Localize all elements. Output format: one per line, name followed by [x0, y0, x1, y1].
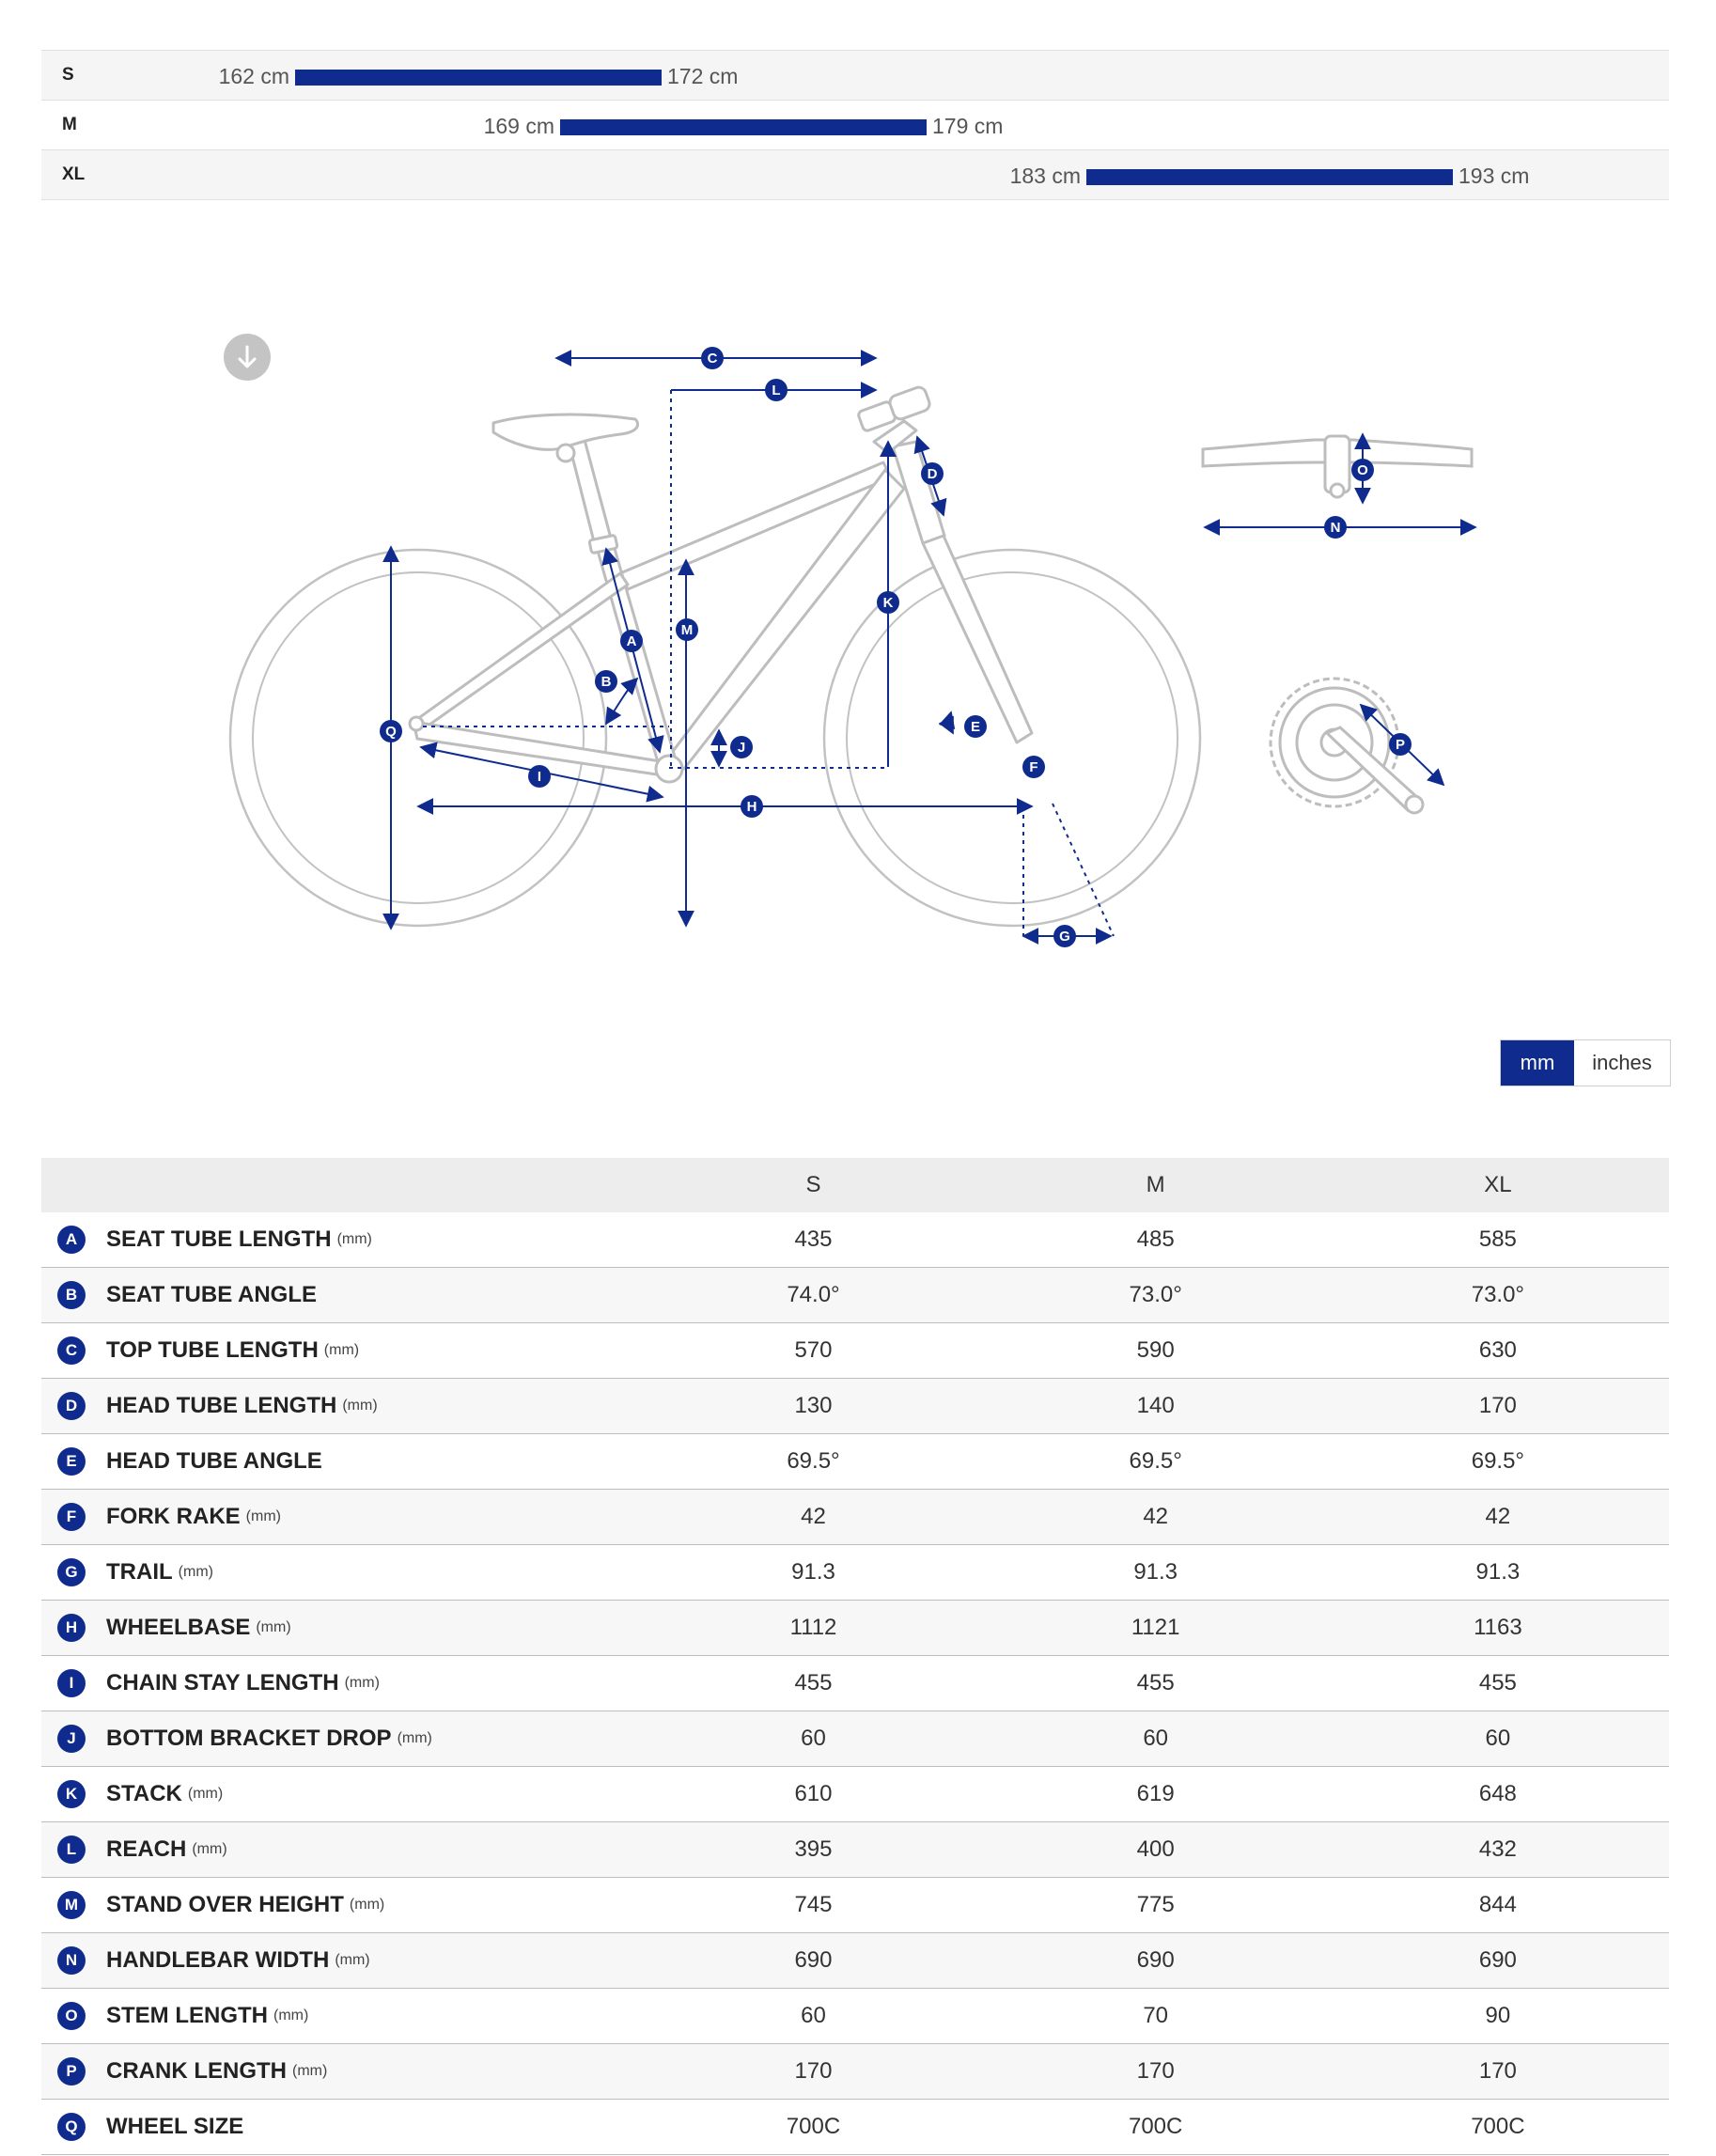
- value-cell: 435: [642, 1212, 984, 1268]
- letter-badge: H: [57, 1614, 86, 1642]
- svg-text:N: N: [1330, 520, 1341, 536]
- value-cell: 140: [985, 1379, 1327, 1434]
- value-cell: 60: [642, 1711, 984, 1767]
- geometry-table: [41, 1158, 1669, 2155]
- height-min: 169 cm: [483, 114, 554, 138]
- table-row: [41, 1323, 1669, 1379]
- value-cell: 690: [985, 1933, 1327, 1989]
- value-cell: 745: [642, 1878, 984, 1933]
- value-cell: 170: [985, 2044, 1327, 2100]
- parameter-name: HANDLEBAR WIDTH: [106, 1947, 330, 1973]
- parameter-name: WHEELBASE: [106, 1615, 251, 1640]
- table-row: [41, 1601, 1669, 1656]
- arrow-down-icon: [224, 334, 271, 381]
- height-max: 193 cm: [1459, 164, 1530, 188]
- svg-text:F: F: [1029, 759, 1038, 775]
- table-row: [41, 1212, 1669, 1268]
- parameter-cell: [41, 2044, 642, 2100]
- letter-badge: P: [57, 2057, 86, 2086]
- parameter-unit: (mm): [397, 1730, 432, 1746]
- value-cell: 455: [985, 1656, 1327, 1711]
- parameter-cell: [41, 1379, 642, 1434]
- value-cell: 42: [985, 1490, 1327, 1545]
- letter-badge: I: [57, 1669, 86, 1697]
- parameter-unit: (mm): [178, 1564, 213, 1580]
- value-cell: 74.0°: [642, 1268, 984, 1323]
- value-cell: 570: [642, 1323, 984, 1379]
- value-cell: 73.0°: [985, 1268, 1327, 1323]
- letter-badge: B: [57, 1281, 86, 1309]
- label-m: [676, 618, 698, 641]
- parameter-cell: [41, 1323, 642, 1379]
- parameter-cell: [41, 1822, 642, 1878]
- label-g: [1053, 925, 1076, 947]
- value-cell: 395: [642, 1822, 984, 1878]
- table-row: [41, 1822, 1669, 1878]
- letter-badge: O: [57, 2002, 86, 2030]
- height-range-bar: [560, 119, 927, 135]
- table-row: [41, 1989, 1669, 2044]
- value-cell: 170: [642, 2044, 984, 2100]
- parameter-name: TRAIL: [106, 1559, 173, 1585]
- letter-badge: Q: [57, 2113, 86, 2141]
- label-h: [741, 795, 763, 818]
- parameter-name: CHAIN STAY LENGTH: [106, 1670, 339, 1695]
- size-label: M: [62, 115, 77, 134]
- parameter-name: TOP TUBE LENGTH: [106, 1337, 319, 1363]
- parameter-name: SEAT TUBE ANGLE: [106, 1282, 318, 1307]
- table-row: [41, 1490, 1669, 1545]
- value-cell: 91.3: [642, 1545, 984, 1601]
- parameter-name: STEM LENGTH: [106, 2003, 268, 2028]
- parameter-cell: [41, 1212, 642, 1268]
- value-cell: 844: [1327, 1878, 1669, 1933]
- letter-badge: K: [57, 1780, 86, 1808]
- value-cell: 400: [985, 1822, 1327, 1878]
- parameter-name: STACK: [106, 1781, 182, 1806]
- value-cell: 42: [642, 1490, 984, 1545]
- parameter-name: CRANK LENGTH: [106, 2058, 287, 2084]
- svg-text:P: P: [1395, 737, 1406, 753]
- parameter-name: BOTTOM BRACKET DROP: [106, 1726, 392, 1751]
- parameter-cell: [41, 1878, 642, 1933]
- value-cell: 485: [985, 1212, 1327, 1268]
- label-d: [921, 462, 944, 485]
- parameter-unit: (mm): [323, 1342, 360, 1358]
- value-cell: 648: [1327, 1767, 1669, 1822]
- height-max: 179 cm: [932, 114, 1004, 138]
- value-cell: 130: [642, 1379, 984, 1434]
- parameter-cell: [41, 1268, 642, 1323]
- header-size-s: S: [642, 1158, 984, 1212]
- parameter-cell: [41, 1933, 642, 1989]
- svg-text:C: C: [707, 351, 718, 367]
- table-row: [41, 1379, 1669, 1434]
- value-cell: 90: [1327, 1989, 1669, 2044]
- geometry-table-body: [41, 1212, 1669, 2155]
- letter-badge: E: [57, 1447, 86, 1476]
- value-cell: 610: [642, 1767, 984, 1822]
- bike-frame: [410, 385, 1032, 782]
- svg-text:A: A: [626, 633, 637, 649]
- height-min: 183 cm: [1009, 164, 1081, 188]
- value-cell: 455: [642, 1656, 984, 1711]
- value-cell: 42: [1327, 1490, 1669, 1545]
- header-size-m: M: [985, 1158, 1327, 1212]
- label-q: [380, 720, 402, 742]
- letter-badge: N: [57, 1946, 86, 1975]
- svg-text:B: B: [601, 674, 612, 690]
- label-p: [1389, 733, 1412, 756]
- label-l: [765, 379, 788, 401]
- value-cell: 700C: [642, 2100, 984, 2155]
- value-cell: 630: [1327, 1323, 1669, 1379]
- value-cell: 170: [1327, 1379, 1669, 1434]
- value-cell: 69.5°: [1327, 1434, 1669, 1490]
- table-row: [41, 1434, 1669, 1490]
- table-row: [41, 1767, 1669, 1822]
- svg-text:H: H: [746, 799, 757, 815]
- svg-text:K: K: [882, 595, 894, 611]
- height-max: 172 cm: [667, 64, 739, 88]
- parameter-name: WHEEL SIZE: [106, 2114, 244, 2139]
- value-cell: 170: [1327, 2044, 1669, 2100]
- letter-badge: D: [57, 1392, 86, 1420]
- svg-text:I: I: [537, 769, 542, 785]
- label-a: [620, 630, 643, 652]
- parameter-name: HEAD TUBE ANGLE: [106, 1448, 322, 1474]
- value-cell: 60: [985, 1711, 1327, 1767]
- label-o: [1351, 459, 1374, 481]
- parameter-name: STAND OVER HEIGHT: [106, 1892, 344, 1917]
- value-cell: 69.5°: [642, 1434, 984, 1490]
- value-cell: 1121: [985, 1601, 1327, 1656]
- size-label: XL: [62, 164, 86, 184]
- unit-inches-button[interactable]: inches: [1574, 1040, 1670, 1086]
- size-range-row: [41, 150, 1669, 200]
- table-row: [41, 1545, 1669, 1601]
- letter-badge: C: [57, 1336, 86, 1365]
- svg-text:M: M: [680, 622, 694, 638]
- value-cell: 690: [642, 1933, 984, 1989]
- parameter-unit: (mm): [273, 2008, 309, 2023]
- value-cell: 700C: [985, 2100, 1327, 2155]
- rider-height-ranges: [41, 50, 1669, 200]
- size-label: S: [62, 65, 74, 85]
- table-row: [41, 1933, 1669, 1989]
- height-range-bar: [295, 70, 662, 86]
- size-range-row: [41, 50, 1669, 101]
- svg-text:E: E: [970, 719, 981, 735]
- handlebar-top-view: [1203, 434, 1475, 527]
- parameter-unit: (mm): [245, 1508, 281, 1524]
- parameter-cell: [41, 2100, 642, 2155]
- value-cell: 1163: [1327, 1601, 1669, 1656]
- svg-text:J: J: [737, 740, 746, 756]
- label-c: [701, 347, 724, 369]
- svg-text:L: L: [772, 383, 781, 398]
- value-cell: 91.3: [985, 1545, 1327, 1601]
- parameter-cell: [41, 1767, 642, 1822]
- value-cell: 73.0°: [1327, 1268, 1669, 1323]
- value-cell: 432: [1327, 1822, 1669, 1878]
- letter-badge: J: [57, 1725, 86, 1753]
- parameter-cell: [41, 1989, 642, 2044]
- download-button[interactable]: [224, 334, 271, 381]
- parameter-unit: (mm): [344, 1675, 380, 1691]
- svg-text:O: O: [1357, 462, 1368, 478]
- value-cell: 69.5°: [985, 1434, 1327, 1490]
- unit-mm-button[interactable]: mm: [1501, 1040, 1574, 1086]
- value-cell: 585: [1327, 1212, 1669, 1268]
- parameter-unit: (mm): [256, 1619, 291, 1635]
- table-row: [41, 1656, 1669, 1711]
- table-row: [41, 2044, 1669, 2100]
- label-i: [528, 765, 551, 788]
- letter-badge: A: [57, 1226, 86, 1254]
- value-cell: 590: [985, 1323, 1327, 1379]
- parameter-unit: (mm): [187, 1786, 224, 1802]
- parameter-unit: (mm): [292, 2063, 328, 2079]
- value-cell: 690: [1327, 1933, 1669, 1989]
- value-cell: 1112: [642, 1601, 984, 1656]
- unit-toggle: [1500, 1039, 1671, 1086]
- parameter-cell: [41, 1711, 642, 1767]
- value-cell: 619: [985, 1767, 1327, 1822]
- height-range-bar: [1086, 169, 1453, 185]
- parameter-cell: [41, 1601, 642, 1656]
- svg-text:D: D: [927, 466, 938, 482]
- label-n: [1324, 516, 1347, 539]
- parameter-unit: (mm): [342, 1398, 378, 1414]
- value-cell: 60: [1327, 1711, 1669, 1767]
- table-row: [41, 1878, 1669, 1933]
- value-cell: 91.3: [1327, 1545, 1669, 1601]
- letter-badge: G: [57, 1558, 86, 1586]
- parameter-cell: [41, 1490, 642, 1545]
- table-row: [41, 1711, 1669, 1767]
- label-k: [877, 591, 899, 614]
- letter-badge: L: [57, 1836, 86, 1864]
- parameter-unit: (mm): [349, 1897, 385, 1913]
- parameter-name: FORK RAKE: [106, 1504, 241, 1529]
- header-parameter: [41, 1158, 642, 1212]
- label-e: [964, 715, 987, 738]
- size-range-row: [41, 101, 1669, 150]
- letter-badge: F: [57, 1503, 86, 1531]
- value-cell: 455: [1327, 1656, 1669, 1711]
- label-f: [1022, 756, 1045, 778]
- svg-text:Q: Q: [385, 724, 397, 740]
- parameter-unit: (mm): [335, 1952, 370, 1968]
- table-row: [41, 1268, 1669, 1323]
- value-cell: 60: [642, 1989, 984, 2044]
- letter-badge: M: [57, 1891, 86, 1919]
- svg-text:G: G: [1059, 929, 1070, 945]
- parameter-unit: (mm): [192, 1841, 227, 1857]
- parameter-unit: (mm): [336, 1231, 372, 1247]
- label-j: [730, 736, 753, 758]
- value-cell: 70: [985, 1989, 1327, 2044]
- parameter-name: HEAD TUBE LENGTH: [106, 1393, 337, 1418]
- parameter-cell: [41, 1656, 642, 1711]
- parameter-cell: [41, 1434, 642, 1490]
- value-cell: 775: [985, 1878, 1327, 1933]
- value-cell: 700C: [1327, 2100, 1669, 2155]
- table-row: [41, 2100, 1669, 2155]
- bike-geometry-diagram: [0, 310, 1716, 987]
- table-header-row: [41, 1158, 1669, 1212]
- parameter-cell: [41, 1545, 642, 1601]
- label-b: [595, 670, 617, 693]
- parameter-name: REACH: [106, 1836, 187, 1862]
- height-min: 162 cm: [218, 64, 289, 88]
- header-size-xl: XL: [1327, 1158, 1669, 1212]
- parameter-name: SEAT TUBE LENGTH: [106, 1226, 332, 1252]
